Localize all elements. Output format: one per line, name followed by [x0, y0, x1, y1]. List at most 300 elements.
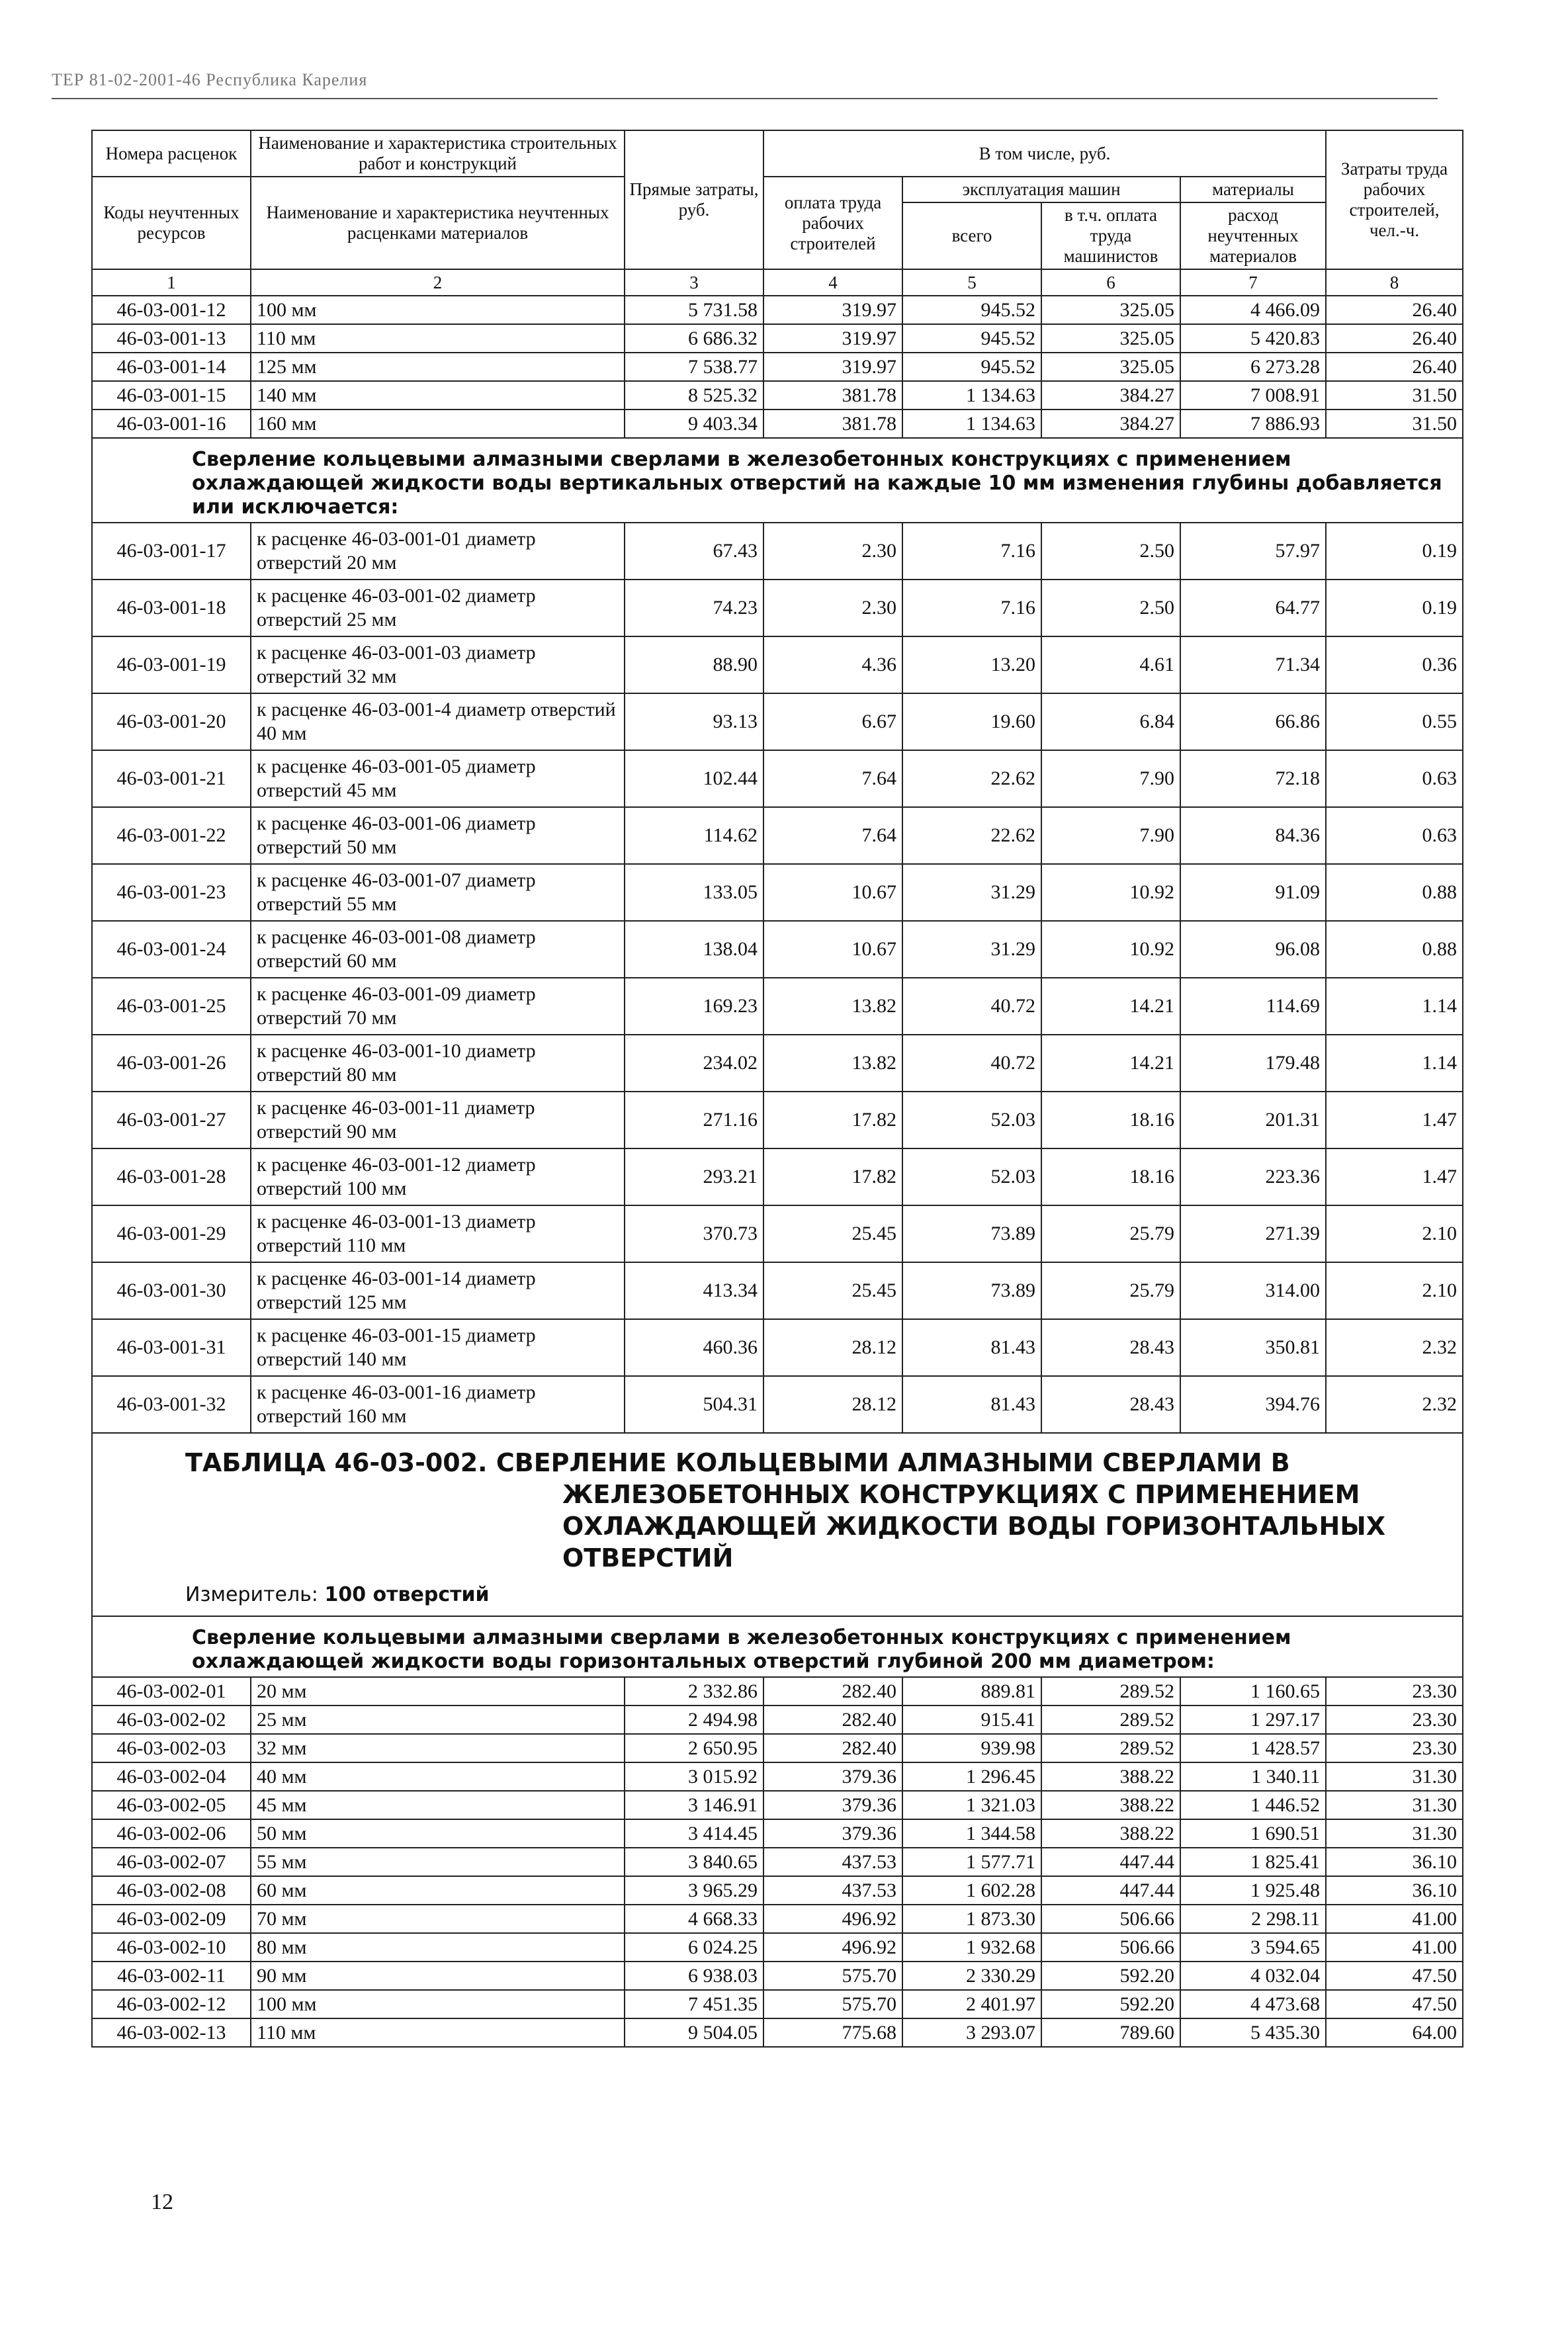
operator-pay: 10.92 — [1041, 921, 1180, 978]
column-number: 2 — [251, 269, 625, 296]
rate-code: 46-03-002-12 — [92, 1990, 251, 2018]
rate-code: 46-03-002-04 — [92, 1762, 251, 1791]
worker-pay: 379.36 — [763, 1791, 902, 1819]
table-title-block — [92, 1433, 1463, 1616]
table-row — [92, 2018, 1463, 2047]
machine-cost: 1 577.71 — [902, 1848, 1041, 1876]
section-heading: Сверление кольцевыми алмазными сверлами в железобетонных конструкциях с применением охлаждающей жидкости воды вертикальных отверстий на каждые 10 мм изменения глубины добавляется или исключается: — [92, 438, 1463, 523]
material-cost: 1 160.65 — [1180, 1677, 1326, 1706]
rate-name: 40 мм — [251, 1762, 625, 1791]
direct-costs: 67.43 — [625, 523, 763, 580]
machine-cost: 945.52 — [902, 324, 1041, 353]
rate-code: 46-03-001-19 — [92, 636, 251, 693]
direct-costs: 3 414.45 — [625, 1819, 763, 1848]
material-cost: 4 473.68 — [1180, 1990, 1326, 2018]
header-operator-pay: в т.ч. оплата труда машинистов — [1041, 202, 1180, 269]
rate-name: к расценке 46-03-001-13 диаметр отверстий 110 мм — [251, 1205, 625, 1262]
header-work-name: Наименование и характеристика строительных работ и конструкций — [251, 130, 625, 177]
table-header — [92, 130, 1463, 296]
material-cost: 4 466.09 — [1180, 296, 1326, 324]
worker-pay: 379.36 — [763, 1762, 902, 1791]
operator-pay: 447.44 — [1041, 1876, 1180, 1905]
column-number: 4 — [763, 269, 902, 296]
table-title-line: ТАБЛИЦА 46-03-002. СВЕРЛЕНИЕ КОЛЬЦЕВЫМИ АЛМАЗНЫМИ СВЕРЛАМИ В — [185, 1448, 1290, 1477]
material-cost: 201.31 — [1180, 1092, 1326, 1148]
rate-code: 46-03-001-20 — [92, 693, 251, 750]
operator-pay: 289.52 — [1041, 1677, 1180, 1706]
worker-pay: 437.53 — [763, 1876, 902, 1905]
labor-hours: 0.88 — [1326, 921, 1463, 978]
operator-pay: 289.52 — [1041, 1706, 1180, 1734]
material-cost: 6 273.28 — [1180, 353, 1326, 381]
machine-cost: 22.62 — [902, 750, 1041, 807]
operator-pay: 10.92 — [1041, 864, 1180, 921]
page-number: 12 — [151, 2190, 173, 2214]
table-row — [92, 1734, 1463, 1762]
machine-cost: 939.98 — [902, 1734, 1041, 1762]
table-row — [92, 381, 1463, 410]
header-machine-operation: эксплуатация машин — [902, 177, 1180, 202]
worker-pay: 17.82 — [763, 1092, 902, 1148]
labor-hours: 2.32 — [1326, 1376, 1463, 1433]
header-direct-costs: Прямые затраты, руб. — [625, 130, 763, 269]
section-b-heading-group — [92, 438, 1463, 523]
operator-pay: 18.16 — [1041, 1092, 1180, 1148]
machine-cost: 73.89 — [902, 1262, 1041, 1319]
rows-group-c — [92, 1677, 1463, 2047]
operator-pay: 2.50 — [1041, 580, 1180, 636]
labor-hours: 31.30 — [1326, 1819, 1463, 1848]
direct-costs: 413.34 — [625, 1262, 763, 1319]
worker-pay: 10.67 — [763, 864, 902, 921]
machine-cost: 1 296.45 — [902, 1762, 1041, 1791]
header-material-consumption: расход неучтенных материалов — [1180, 202, 1326, 269]
material-cost: 1 925.48 — [1180, 1876, 1326, 1905]
material-cost: 1 825.41 — [1180, 1848, 1326, 1876]
worker-pay: 496.92 — [763, 1905, 902, 1933]
worker-pay: 575.70 — [763, 1990, 902, 2018]
worker-pay: 379.36 — [763, 1819, 902, 1848]
header-resource-codes: Коды неучтенных ресурсов — [92, 177, 251, 269]
rate-code: 46-03-002-08 — [92, 1876, 251, 1905]
material-cost: 7 008.91 — [1180, 381, 1326, 410]
material-cost: 66.86 — [1180, 693, 1326, 750]
header-including: В том числе, руб. — [763, 130, 1326, 177]
rate-code: 46-03-001-28 — [92, 1148, 251, 1205]
material-cost: 5 420.83 — [1180, 324, 1326, 353]
rate-code: 46-03-001-32 — [92, 1376, 251, 1433]
worker-pay: 2.30 — [763, 580, 902, 636]
labor-hours: 36.10 — [1326, 1848, 1463, 1876]
table-row — [92, 580, 1463, 636]
rate-code: 46-03-002-06 — [92, 1819, 251, 1848]
direct-costs: 3 015.92 — [625, 1762, 763, 1791]
direct-costs: 234.02 — [625, 1035, 763, 1092]
rate-code: 46-03-001-27 — [92, 1092, 251, 1148]
header-labor-hours: Затраты труда рабочих строителей, чел.-ч. — [1326, 130, 1463, 269]
rate-name: 125 мм — [251, 353, 625, 381]
operator-pay: 25.79 — [1041, 1205, 1180, 1262]
worker-pay: 28.12 — [763, 1319, 902, 1376]
measure-unit — [185, 1583, 1449, 1606]
header-rule — [52, 98, 1438, 99]
worker-pay: 775.68 — [763, 2018, 902, 2047]
table-row — [92, 1092, 1463, 1148]
material-cost: 1 297.17 — [1180, 1706, 1326, 1734]
direct-costs: 3 840.65 — [625, 1848, 763, 1876]
rate-code: 46-03-002-05 — [92, 1791, 251, 1819]
direct-costs: 7 538.77 — [625, 353, 763, 381]
labor-hours: 0.63 — [1326, 750, 1463, 807]
rate-name: к расценке 46-03-001-09 диаметр отверстий 70 мм — [251, 978, 625, 1035]
rate-code: 46-03-001-17 — [92, 523, 251, 580]
rate-code: 46-03-002-13 — [92, 2018, 251, 2047]
worker-pay: 13.82 — [763, 978, 902, 1035]
machine-cost: 1 134.63 — [902, 381, 1041, 410]
worker-pay: 2.30 — [763, 523, 902, 580]
worker-pay: 25.45 — [763, 1262, 902, 1319]
machine-cost: 3 293.07 — [902, 2018, 1041, 2047]
machine-cost: 1 932.68 — [902, 1933, 1041, 1962]
operator-pay: 506.66 — [1041, 1905, 1180, 1933]
table-row — [92, 921, 1463, 978]
table-row — [92, 1990, 1463, 2018]
operator-pay: 7.90 — [1041, 750, 1180, 807]
table-row — [92, 523, 1463, 580]
labor-hours: 1.14 — [1326, 1035, 1463, 1092]
material-cost: 1 340.11 — [1180, 1762, 1326, 1791]
rate-code: 46-03-001-16 — [92, 410, 251, 438]
rate-code: 46-03-001-12 — [92, 296, 251, 324]
column-number: 8 — [1326, 269, 1463, 296]
operator-pay: 14.21 — [1041, 978, 1180, 1035]
material-cost: 7 886.93 — [1180, 410, 1326, 438]
material-cost: 1 446.52 — [1180, 1791, 1326, 1819]
rate-code: 46-03-001-18 — [92, 580, 251, 636]
operator-pay: 4.61 — [1041, 636, 1180, 693]
rows-group-b — [92, 523, 1463, 1433]
rate-name: к расценке 46-03-001-14 диаметр отверстий 125 мм — [251, 1262, 625, 1319]
labor-hours: 31.50 — [1326, 381, 1463, 410]
rate-code: 46-03-001-25 — [92, 978, 251, 1035]
rate-code: 46-03-001-21 — [92, 750, 251, 807]
direct-costs: 6 938.03 — [625, 1962, 763, 1990]
table-title-line: ОТВЕРСТИЙ — [562, 1543, 734, 1573]
table-title-line: ОХЛАЖДАЮЩЕЙ ЖИДКОСТИ ВОДЫ ГОРИЗОНТАЛЬНЫХ — [562, 1512, 1385, 1541]
rate-name: 160 мм — [251, 410, 625, 438]
direct-costs: 3 146.91 — [625, 1791, 763, 1819]
machine-cost: 52.03 — [902, 1148, 1041, 1205]
rate-name: к расценке 46-03-001-16 диаметр отверстий 160 мм — [251, 1376, 625, 1433]
rate-name: к расценке 46-03-001-03 диаметр отверстий 32 мм — [251, 636, 625, 693]
rate-name: к расценке 46-03-001-01 диаметр отверстий 20 мм — [251, 523, 625, 580]
operator-pay: 592.20 — [1041, 1990, 1180, 2018]
direct-costs: 7 451.35 — [625, 1990, 763, 2018]
direct-costs: 2 332.86 — [625, 1677, 763, 1706]
machine-cost: 73.89 — [902, 1205, 1041, 1262]
rate-code: 46-03-001-13 — [92, 324, 251, 353]
material-cost: 96.08 — [1180, 921, 1326, 978]
material-cost: 314.00 — [1180, 1262, 1326, 1319]
worker-pay: 381.78 — [763, 381, 902, 410]
rates-table — [91, 130, 1463, 2048]
material-cost: 5 435.30 — [1180, 2018, 1326, 2047]
rate-name: 100 мм — [251, 296, 625, 324]
worker-pay: 319.97 — [763, 324, 902, 353]
rate-code: 46-03-001-26 — [92, 1035, 251, 1092]
rate-code: 46-03-001-30 — [92, 1262, 251, 1319]
labor-hours: 47.50 — [1326, 1990, 1463, 2018]
labor-hours: 2.32 — [1326, 1319, 1463, 1376]
rate-name: 70 мм — [251, 1905, 625, 1933]
header-rate-numbers: Номера расценок — [92, 130, 251, 177]
table-row — [92, 807, 1463, 864]
column-number: 7 — [1180, 269, 1326, 296]
rate-code: 46-03-001-31 — [92, 1319, 251, 1376]
machine-cost: 22.62 — [902, 807, 1041, 864]
table-row — [92, 1376, 1463, 1433]
operator-pay: 388.22 — [1041, 1791, 1180, 1819]
operator-pay: 592.20 — [1041, 1962, 1180, 1990]
labor-hours: 26.40 — [1326, 324, 1463, 353]
operator-pay: 25.79 — [1041, 1262, 1180, 1319]
operator-pay: 7.90 — [1041, 807, 1180, 864]
column-numbers-row — [92, 269, 1463, 296]
machine-cost: 2 330.29 — [902, 1962, 1041, 1990]
rate-code: 46-03-001-24 — [92, 921, 251, 978]
worker-pay: 28.12 — [763, 1376, 902, 1433]
header-material-name: Наименование и характеристика неучтенных расценками материалов — [251, 177, 625, 269]
labor-hours: 26.40 — [1326, 296, 1463, 324]
worker-pay: 17.82 — [763, 1148, 902, 1205]
labor-hours: 0.19 — [1326, 580, 1463, 636]
rate-code: 46-03-002-10 — [92, 1933, 251, 1962]
rate-name: 110 мм — [251, 324, 625, 353]
operator-pay: 18.16 — [1041, 1148, 1180, 1205]
machine-cost: 945.52 — [902, 353, 1041, 381]
document-page — [91, 130, 1462, 2048]
direct-costs: 370.73 — [625, 1205, 763, 1262]
labor-hours: 1.47 — [1326, 1148, 1463, 1205]
labor-hours: 2.10 — [1326, 1205, 1463, 1262]
machine-cost: 40.72 — [902, 1035, 1041, 1092]
labor-hours: 47.50 — [1326, 1962, 1463, 1990]
direct-costs: 460.36 — [625, 1319, 763, 1376]
material-cost: 1 428.57 — [1180, 1734, 1326, 1762]
labor-hours: 41.00 — [1326, 1905, 1463, 1933]
labor-hours: 0.19 — [1326, 523, 1463, 580]
operator-pay: 14.21 — [1041, 1035, 1180, 1092]
rate-name: 80 мм — [251, 1933, 625, 1962]
rate-name: 45 мм — [251, 1791, 625, 1819]
rate-name: 25 мм — [251, 1706, 625, 1734]
worker-pay: 10.67 — [763, 921, 902, 978]
direct-costs: 504.31 — [625, 1376, 763, 1433]
rate-name: к расценке 46-03-001-10 диаметр отверстий 80 мм — [251, 1035, 625, 1092]
material-cost: 3 594.65 — [1180, 1933, 1326, 1962]
table-row — [92, 410, 1463, 438]
labor-hours: 41.00 — [1326, 1933, 1463, 1962]
rows-group-a — [92, 296, 1463, 438]
rate-name: 50 мм — [251, 1819, 625, 1848]
rate-name: 20 мм — [251, 1677, 625, 1706]
table-title-line: ЖЕЛЕЗОБЕТОННЫХ КОНСТРУКЦИЯХ С ПРИМЕНЕНИЕМ — [562, 1480, 1360, 1509]
table-row — [92, 324, 1463, 353]
material-cost: 72.18 — [1180, 750, 1326, 807]
direct-costs: 74.23 — [625, 580, 763, 636]
rate-code: 46-03-001-15 — [92, 381, 251, 410]
direct-costs: 169.23 — [625, 978, 763, 1035]
machine-cost: 52.03 — [902, 1092, 1041, 1148]
material-cost: 271.39 — [1180, 1205, 1326, 1262]
table-row — [92, 1205, 1463, 1262]
machine-cost: 889.81 — [902, 1677, 1041, 1706]
rate-code: 46-03-002-11 — [92, 1962, 251, 1990]
material-cost: 57.97 — [1180, 523, 1326, 580]
column-number: 1 — [92, 269, 251, 296]
direct-costs: 93.13 — [625, 693, 763, 750]
table-row — [92, 1962, 1463, 1990]
labor-hours: 1.14 — [1326, 978, 1463, 1035]
header-materials: материалы — [1180, 177, 1326, 202]
material-cost: 179.48 — [1180, 1035, 1326, 1092]
worker-pay: 25.45 — [763, 1205, 902, 1262]
operator-pay: 388.22 — [1041, 1762, 1180, 1791]
direct-costs: 5 731.58 — [625, 296, 763, 324]
labor-hours: 1.47 — [1326, 1092, 1463, 1148]
operator-pay: 325.05 — [1041, 324, 1180, 353]
worker-pay: 13.82 — [763, 1035, 902, 1092]
material-cost: 84.36 — [1180, 807, 1326, 864]
table-row — [92, 693, 1463, 750]
worker-pay: 319.97 — [763, 296, 902, 324]
measure-unit-value: 100 отверстий — [324, 1583, 490, 1606]
machine-cost: 7.16 — [902, 523, 1041, 580]
rate-name: 60 мм — [251, 1876, 625, 1905]
labor-hours: 26.40 — [1326, 353, 1463, 381]
rate-name: 100 мм — [251, 1990, 625, 2018]
rate-name: 32 мм — [251, 1734, 625, 1762]
operator-pay: 6.84 — [1041, 693, 1180, 750]
machine-cost: 31.29 — [902, 921, 1041, 978]
table-row — [92, 1905, 1463, 1933]
table-row — [92, 1848, 1463, 1876]
machine-cost: 19.60 — [902, 693, 1041, 750]
table-row — [92, 1876, 1463, 1905]
table-row — [92, 1933, 1463, 1962]
table-row — [92, 1148, 1463, 1205]
rate-code: 46-03-002-02 — [92, 1706, 251, 1734]
labor-hours: 0.55 — [1326, 693, 1463, 750]
direct-costs: 2 650.95 — [625, 1734, 763, 1762]
table-row — [92, 1819, 1463, 1848]
worker-pay: 4.36 — [763, 636, 902, 693]
machine-cost: 13.20 — [902, 636, 1041, 693]
worker-pay: 575.70 — [763, 1962, 902, 1990]
labor-hours: 31.30 — [1326, 1762, 1463, 1791]
machine-cost: 31.29 — [902, 864, 1041, 921]
rate-name: 90 мм — [251, 1962, 625, 1990]
operator-pay: 2.50 — [1041, 523, 1180, 580]
table-row — [92, 1762, 1463, 1791]
rate-name: к расценке 46-03-001-11 диаметр отверстий 90 мм — [251, 1092, 625, 1148]
column-number: 3 — [625, 269, 763, 296]
operator-pay: 325.05 — [1041, 296, 1180, 324]
rate-code: 46-03-002-07 — [92, 1848, 251, 1876]
direct-costs: 102.44 — [625, 750, 763, 807]
rate-code: 46-03-001-23 — [92, 864, 251, 921]
operator-pay: 506.66 — [1041, 1933, 1180, 1962]
labor-hours: 36.10 — [1326, 1876, 1463, 1905]
labor-hours: 64.00 — [1326, 2018, 1463, 2047]
direct-costs: 271.16 — [625, 1092, 763, 1148]
operator-pay: 28.43 — [1041, 1376, 1180, 1433]
direct-costs: 9 403.34 — [625, 410, 763, 438]
table-row — [92, 1035, 1463, 1092]
worker-pay: 282.40 — [763, 1734, 902, 1762]
table-row — [92, 978, 1463, 1035]
table-row — [92, 353, 1463, 381]
material-cost: 64.77 — [1180, 580, 1326, 636]
machine-cost: 1 134.63 — [902, 410, 1041, 438]
material-cost: 394.76 — [1180, 1376, 1326, 1433]
material-cost: 2 298.11 — [1180, 1905, 1326, 1933]
operator-pay: 789.60 — [1041, 2018, 1180, 2047]
table-title-group — [92, 1433, 1463, 1677]
rate-code: 46-03-002-03 — [92, 1734, 251, 1762]
column-number: 5 — [902, 269, 1041, 296]
labor-hours: 23.30 — [1326, 1677, 1463, 1706]
direct-costs: 4 668.33 — [625, 1905, 763, 1933]
header-worker-pay: оплата труда рабочих строителей — [763, 177, 902, 269]
table-row — [92, 636, 1463, 693]
direct-costs: 114.62 — [625, 807, 763, 864]
rate-name: 55 мм — [251, 1848, 625, 1876]
material-cost: 114.69 — [1180, 978, 1326, 1035]
direct-costs: 8 525.32 — [625, 381, 763, 410]
labor-hours: 31.30 — [1326, 1791, 1463, 1819]
operator-pay: 289.52 — [1041, 1734, 1180, 1762]
material-cost: 350.81 — [1180, 1319, 1326, 1376]
direct-costs: 3 965.29 — [625, 1876, 763, 1905]
column-number: 6 — [1041, 269, 1180, 296]
operator-pay: 28.43 — [1041, 1319, 1180, 1376]
rate-name: 110 мм — [251, 2018, 625, 2047]
direct-costs: 133.05 — [625, 864, 763, 921]
worker-pay: 437.53 — [763, 1848, 902, 1876]
operator-pay: 388.22 — [1041, 1819, 1180, 1848]
worker-pay: 7.64 — [763, 807, 902, 864]
worker-pay: 282.40 — [763, 1677, 902, 1706]
labor-hours: 0.88 — [1326, 864, 1463, 921]
machine-cost: 1 602.28 — [902, 1876, 1041, 1905]
rate-code: 46-03-001-29 — [92, 1205, 251, 1262]
material-cost: 223.36 — [1180, 1148, 1326, 1205]
machine-cost: 1 873.30 — [902, 1905, 1041, 1933]
machine-cost: 945.52 — [902, 296, 1041, 324]
table-row — [92, 1791, 1463, 1819]
labor-hours: 2.10 — [1326, 1262, 1463, 1319]
rate-name: к расценке 46-03-001-4 диаметр отверстий 40 мм — [251, 693, 625, 750]
worker-pay: 319.97 — [763, 353, 902, 381]
direct-costs: 6 024.25 — [625, 1933, 763, 1962]
table-row — [92, 1706, 1463, 1734]
measure-unit-label: Измеритель: — [185, 1583, 318, 1606]
rate-code: 46-03-001-14 — [92, 353, 251, 381]
machine-cost: 81.43 — [902, 1319, 1041, 1376]
direct-costs: 293.21 — [625, 1148, 763, 1205]
rate-name: к расценке 46-03-001-07 диаметр отверстий 55 мм — [251, 864, 625, 921]
